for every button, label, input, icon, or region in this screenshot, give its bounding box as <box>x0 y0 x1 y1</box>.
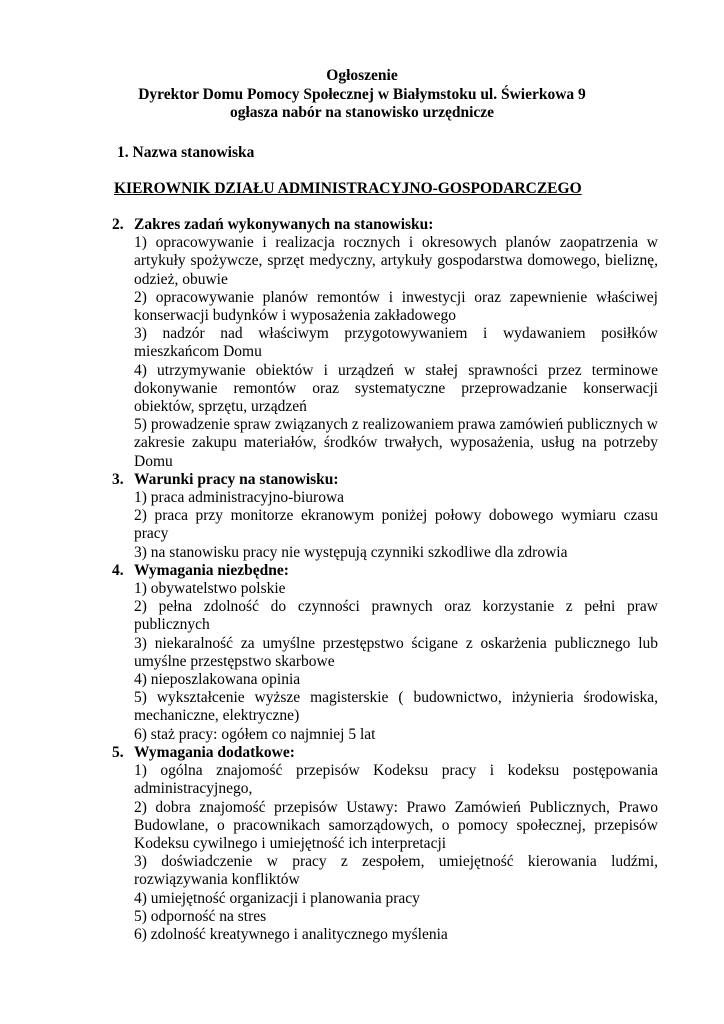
header-subtitle: ogłasza nabór na stanowisko urzędnicze <box>229 104 495 121</box>
section-number: 5. <box>112 743 124 761</box>
list-item: 5) wykształcenie wyższe magisterskie ( budownictwo, inżynieria środowiska, mechaniczne, elektryczne) <box>134 689 658 725</box>
header-title: Ogłoszenie <box>326 67 398 84</box>
section-number: 2. <box>112 216 124 233</box>
header-director: Dyrektor Domu Pomocy Społecznej w Białymstoku ul. Świerkowa 9 <box>138 85 586 103</box>
list-item: 3) na stanowisku pracy nie występują czynniki szkodliwe dla zdrowia <box>134 543 568 561</box>
list-item: 4) umiejętność organizacji i planowania pracy <box>134 889 420 907</box>
section-3 <box>112 471 658 562</box>
section-2 <box>112 216 658 471</box>
list-item: 3) nadzór nad właściwym przygotowywaniem i wydawaniem posiłków mieszkańcom Domu <box>134 325 658 361</box>
list-item: 6) staż pracy: ogółem co najmniej 5 lat <box>134 725 376 743</box>
section-4 <box>112 562 658 744</box>
list-item: 4) nieposzlakowana opinia <box>134 671 301 689</box>
list-item: 2) opracowywanie planów remontów i inwestycji oraz zapewnienie właściwej konserwacji budynków i wyposażenia zakładowego <box>134 288 658 325</box>
list-item: 2) praca przy monitorze ekranowym poniżej połowy dobowego wymiaru czasu pracy <box>134 507 658 543</box>
list-item: 5) prowadzenie spraw związanych z realizowaniem prawa zamówień publicznych w zakresie zakupu materiałów, środków trwałych, wyposażenia, usług na potrzeby Domu <box>134 416 658 470</box>
list-item: 2) pełna zdolność do czynności prawnych oraz korzystanie z pełni praw publicznych <box>134 598 658 634</box>
list-item: 1) opracowywanie i realizacja rocznych i okresowych planów zaopatrzenia w artykuły spożywcze, sprzęt medyczny, artykuły gospodarstwa domowego, bieliznę, odzież, obuwie <box>134 234 658 288</box>
list-item: 5) odporność na stres <box>134 907 267 925</box>
section-1-label: 1. Nazwa stanowiska <box>117 144 255 161</box>
announcement-header <box>0 67 724 123</box>
section-number: 3. <box>112 470 124 488</box>
position-name: KIEROWNIK DZIAŁU ADMINISTRACYJNO-GOSPODARCZEGO <box>114 180 582 197</box>
list-item: 4) utrzymywanie obiektów i urządzeń w stałej sprawności przez terminowe dokonywanie remontów oraz systematyczne przeprowadzanie konserwacji obiektów, sprzętu, urządzeń <box>134 361 658 416</box>
section-title: Wymagania dodatkowe: <box>134 743 295 761</box>
list-item: 1) ogólna znajomość przepisów Kodeksu pracy i kodeksu postępowania administracyjnego, <box>134 762 658 798</box>
list-item: 1) praca administracyjno-biurowa <box>134 489 345 507</box>
list-item: 3) niekaralność za umyślne przestępstwo ścigane z oskarżenia publicznego lub umyślne przestępstwo skarbowe <box>134 634 658 670</box>
section-5 <box>112 744 658 944</box>
section-title: Zakres zadań wykonywanych na stanowisku: <box>134 216 434 233</box>
list-item: 6) zdolność kreatywnego i analitycznego myślenia <box>134 925 448 943</box>
list-item: 3) doświadczenie w pracy z zespołem, umiejętność kierowania ludźmi, rozwiązywania konfliktów <box>134 853 658 889</box>
section-title: Wymagania niezbędne: <box>134 561 289 579</box>
list-item: 2) dobra znajomość przepisów Ustawy: Prawo Zamówień Publicznych, Prawo Budowlane, o pracownikach samorządowych, o pomocy społecznej, przepisów Kodeksu cywilnego i umiejętność ich interpretacji <box>134 798 658 852</box>
list-item: 1) obywatelstwo polskie <box>134 580 286 598</box>
section-title: Warunki pracy na stanowisku: <box>134 470 339 488</box>
section-number: 4. <box>112 561 124 579</box>
sections-list <box>112 216 658 944</box>
